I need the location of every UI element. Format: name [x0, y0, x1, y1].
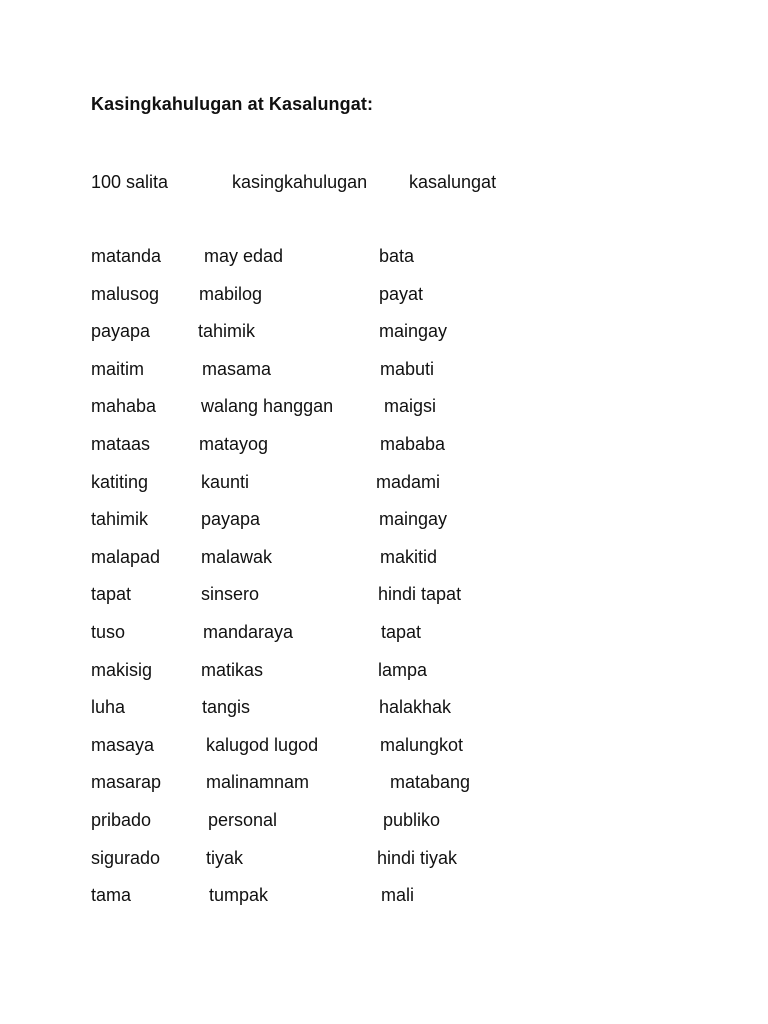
antonym-cell: maingay	[379, 509, 448, 530]
antonym-cell: lampa	[378, 659, 428, 680]
word-row	[0, 846, 768, 884]
word-row	[0, 658, 768, 696]
synonym-cell: sinsero	[201, 584, 260, 605]
word-cell: masaya	[91, 734, 155, 755]
synonym-cell: mabilog	[199, 283, 263, 304]
synonym-cell: kaunti	[201, 471, 250, 492]
document-title: Kasingkahulugan at Kasalungat:	[91, 94, 374, 114]
word-cell: maitim	[91, 358, 144, 379]
synonym-cell: matayog	[199, 433, 269, 454]
header-word: 100 salita	[91, 172, 169, 192]
word-row	[0, 620, 768, 658]
synonym-cell: kalugod lugod	[206, 734, 319, 755]
word-cell: sigurado	[91, 847, 161, 868]
antonym-cell: bata	[379, 246, 415, 266]
antonym-cell: mali	[381, 885, 415, 906]
word-cell: luha	[91, 697, 126, 718]
synonym-cell: malinamnam	[206, 772, 310, 793]
word-row	[0, 695, 768, 733]
word-cell: tapat	[91, 584, 132, 605]
word-cell: masarap	[91, 772, 162, 793]
word-row	[0, 545, 768, 583]
antonym-cell: halakhak	[379, 697, 452, 718]
antonym-cell: malungkot	[380, 734, 464, 755]
word-row	[0, 808, 768, 846]
word-row	[0, 394, 768, 432]
synonym-cell: tumpak	[209, 885, 269, 906]
word-row	[0, 282, 768, 320]
synonym-cell: personal	[208, 809, 278, 830]
word-cell: tama	[91, 885, 132, 906]
antonym-cell: payat	[379, 283, 424, 304]
word-cell: malapad	[91, 546, 161, 567]
synonym-cell: tahimik	[198, 321, 256, 342]
antonym-cell: mababa	[380, 433, 446, 454]
synonym-cell: walang hanggan	[201, 396, 334, 417]
word-cell: pribado	[91, 809, 152, 830]
synonym-cell: masama	[202, 358, 272, 379]
antonym-cell: maigsi	[384, 396, 437, 417]
word-cell: makisig	[91, 659, 153, 680]
word-row	[0, 733, 768, 771]
synonym-cell: payapa	[201, 509, 261, 530]
synonym-cell: may edad	[204, 246, 284, 266]
synonym-cell: tangis	[202, 697, 251, 718]
word-cell: tuso	[91, 621, 126, 642]
header-synonym: kasingkahulugan	[232, 172, 368, 192]
synonym-cell: malawak	[201, 546, 273, 567]
word-cell: payapa	[91, 321, 151, 342]
word-cell: tahimik	[91, 509, 149, 530]
word-row	[0, 582, 768, 620]
word-row	[0, 507, 768, 545]
antonym-cell: madami	[376, 471, 441, 492]
column-headers	[0, 170, 768, 194]
antonym-cell: mabuti	[380, 358, 435, 379]
word-cell: matanda	[91, 246, 162, 266]
antonym-cell: tapat	[381, 621, 422, 642]
word-row	[0, 470, 768, 508]
word-row	[0, 432, 768, 470]
antonym-cell: hindi tiyak	[377, 847, 458, 868]
synonym-cell: tiyak	[206, 847, 244, 868]
antonym-cell: matabang	[390, 772, 471, 793]
word-cell: malusog	[91, 283, 160, 304]
antonym-cell: hindi tapat	[378, 584, 462, 605]
word-row	[0, 770, 768, 808]
antonym-cell: makitid	[380, 546, 438, 567]
synonym-cell: matikas	[201, 659, 264, 680]
word-row	[0, 319, 768, 357]
word-cell: mataas	[91, 433, 151, 454]
word-row	[0, 357, 768, 395]
antonym-cell: publiko	[383, 809, 441, 830]
synonym-cell: mandaraya	[203, 621, 294, 642]
word-row	[0, 244, 768, 282]
word-cell: mahaba	[91, 396, 157, 417]
word-cell: katiting	[91, 471, 149, 492]
word-row	[0, 883, 768, 921]
header-antonym: kasalungat	[409, 172, 497, 192]
antonym-cell: maingay	[379, 321, 448, 342]
word-list	[0, 244, 768, 921]
